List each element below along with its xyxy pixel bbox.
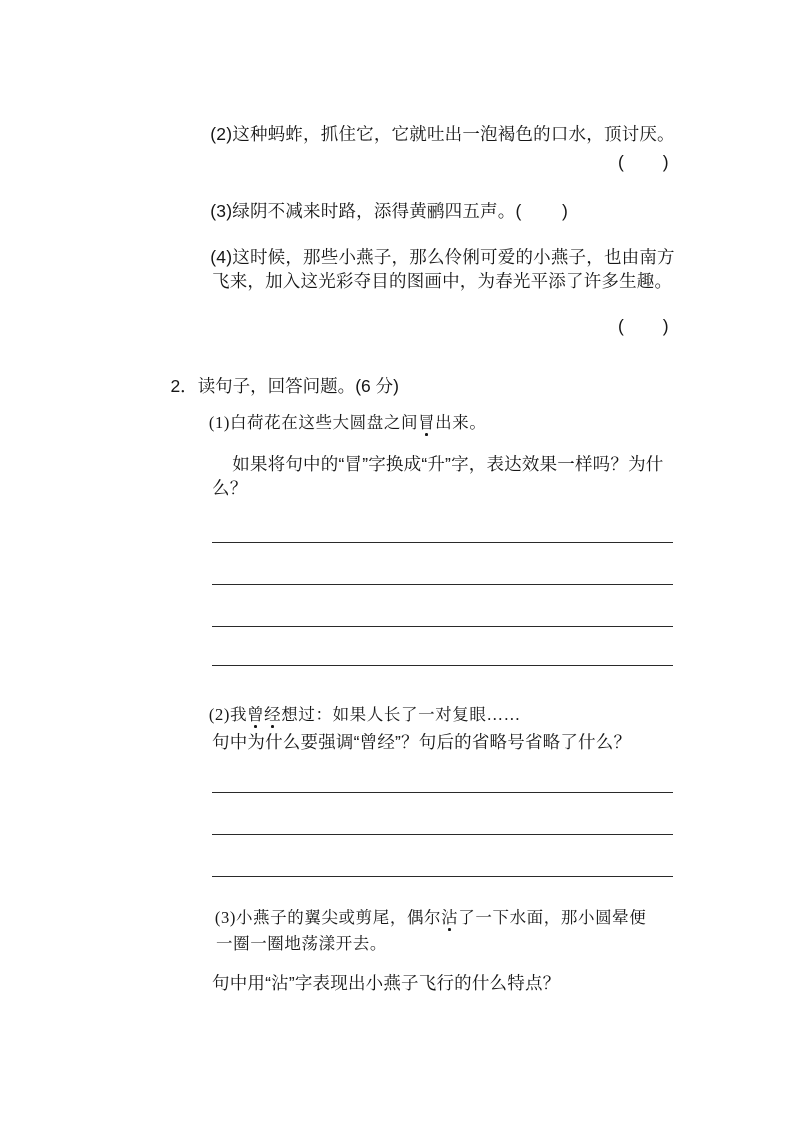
sub-2-sentence-part-b: 想过：如果人长了一对复眼……: [281, 704, 521, 724]
sub-1-answer-line-1[interactable]: [212, 542, 673, 543]
item-4-text-line-1: 这时候，那些小燕子，那么伶俐可爱的小燕子，也由南方: [232, 246, 675, 267]
sub-1-emphasis-char: 冒: [418, 412, 436, 432]
sub-3-emphasis-char: 沾: [441, 907, 459, 927]
item-3-number: (3): [210, 200, 233, 221]
sub-1-answer-line-3[interactable]: [212, 626, 673, 627]
question-2-sub-2-prompt: 句中为什么要强调“曾经”？句后的省略号省略了什么？: [212, 732, 632, 752]
question-2-title: 读句子，回答问题。: [197, 375, 356, 396]
item-4-answer-blank[interactable]: ( ): [618, 316, 669, 336]
item-2-text: 这种蚂蚱，抓住它，它就吐出一泡褐色的口水，顶讨厌。: [232, 123, 675, 144]
question-2-sub-3-prompt: 句中用“沾”字表现出小燕子飞行的什么特点？: [212, 973, 561, 993]
sub-1-prompt-part-b: ”字换成“升”字，表达效果一样吗？为什: [362, 453, 664, 474]
question-2-score: (6 分): [355, 375, 399, 396]
item-2-answer-blank[interactable]: ( ): [618, 152, 669, 172]
sub-1-sentence-part-b: 出来。: [435, 412, 487, 432]
sub-1-answer-line-4[interactable]: [212, 665, 673, 666]
sub-2-emphasis-char-2: 经: [264, 704, 282, 724]
sub-1-prompt-quoted-char: 冒: [344, 453, 363, 474]
sub-1-prompt-part-a: 如果将句中的“: [232, 453, 345, 474]
sub-2-answer-line-3[interactable]: [212, 876, 673, 877]
sub-3-sentence-part-b: 了一下水面，那小圆晕便: [458, 907, 647, 927]
question-2-sub-1-prompt-line-2: 么？: [212, 478, 248, 498]
sub-2-sentence-part-a: 我: [229, 704, 248, 724]
sub-2-number: (2): [208, 704, 230, 724]
sub-3-sentence-part-a: 小燕子的翼尖或剪尾，偶尔: [235, 907, 442, 927]
exercise-item-3: [190, 185, 568, 238]
exercise-item-4-line-2: 飞来，加入这光彩夺目的图画中，为春光平添了许多生趣。: [212, 271, 673, 291]
sub-1-number: (1): [208, 412, 230, 432]
sub-2-answer-line-2[interactable]: [212, 834, 673, 835]
item-4-number: (4): [210, 246, 233, 267]
question-2-number: 2．: [170, 375, 198, 396]
item-2-number: (2): [210, 123, 233, 144]
sub-3-number: (3): [214, 907, 236, 927]
sub-1-answer-line-2[interactable]: [212, 584, 673, 585]
item-3-text[interactable]: 绿阴不减来时路，添得黄鹂四五声。( ): [232, 200, 569, 221]
sub-2-answer-line-1[interactable]: [212, 792, 673, 793]
sub-2-emphasis-char-1: 曾: [247, 704, 265, 724]
question-2-sub-3-sentence-line-2: 一圈一圈地荡漾开去。: [216, 934, 387, 953]
question-2-sub-1-prompt-line-1: [212, 438, 663, 491]
exercise-item-2: [190, 108, 675, 161]
sub-1-sentence-part-a: 白荷花在这些大圆盘之间: [229, 412, 419, 432]
